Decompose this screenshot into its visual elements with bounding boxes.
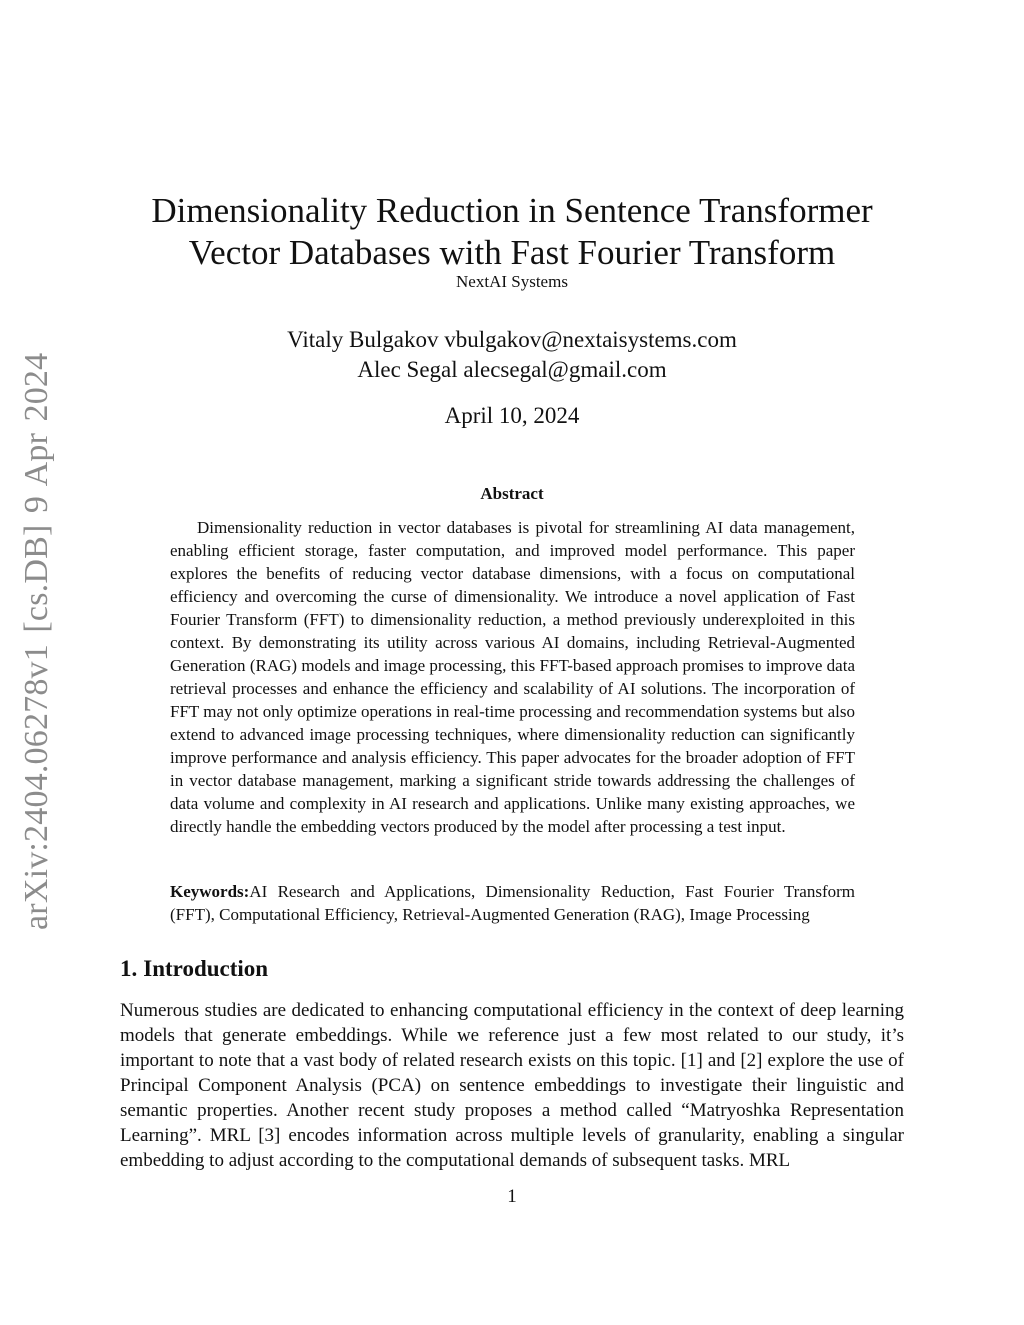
- author-affiliation: NextAI Systems: [456, 272, 568, 291]
- paper-title-line-2: Vector Databases with Fast Fourier Transform: [188, 233, 836, 272]
- author-1: Vitaly Bulgakov vbulgakov@nextaisystems.com: [287, 327, 737, 352]
- section-title: Introduction: [143, 956, 269, 981]
- introduction-text: Numerous studies are dedicated to enhancing computational efficiency in the context of deep learning models that generate embeddings. While we reference just a few most related to our study, it’s important to note that a vast body of related research exists on this topic. [1] and [2] explore the use of Principal Component Analysis (PCA) on sentence embeddings to investigate their linguistic and semantic properties. Another recent study proposes a method called “Matryoshka Representation Learning”. MRL [3] encodes information across multiple levels of granularity, enabling a singular embedding to adjust according to the computational demands of subsequent tasks. MRL: [120, 1000, 904, 1171]
- keywords-text: AI Research and Applications, Dimensionality Reduction, Fast Fourier Transform (FFT), Computational Efficiency, Retrieval-Augmented Generation (RAG), Image Processing: [170, 882, 855, 924]
- abstract-text: Dimensionality reduction in vector databases is pivotal for streamlining AI data management, enabling efficient storage, faster computation, and improved model performance. This paper explores the benefits of reducing vector database dimensions, with a focus on computational efficiency and overcoming the curse of dimensionality. We introduce a novel application of Fast Fourier Transform (FFT) to dimensionality reduction, a method previously underexploited in this context. By demonstrating its utility across various AI domains, including Retrieval-Augmented Generation (RAG) models and image processing, this FFT-based approach promises to improve data retrieval processes and enhance the efficiency and scalability of AI solutions. The incorporation of FFT may not only optimize operations in real-time processing and recommendation systems but also extend to advanced image processing techniques, where dimensionality reduction can significantly improve performance and analysis efficiency. This paper advocates for the broader adoption of FFT in vector database management, marking a significant stride towards addressing the challenges of data volume and complexity in AI research and applications. Unlike many existing approaches, we directly handle the embedding vectors produced by the model after processing a test input.: [170, 518, 855, 836]
- section-heading-introduction: [120, 956, 268, 982]
- abstract-heading: Abstract: [480, 484, 544, 503]
- author-list: [0, 325, 1024, 385]
- keywords-label: Keywords:: [170, 882, 250, 901]
- section-number: 1.: [120, 956, 138, 981]
- publication-date: April 10, 2024: [444, 403, 580, 428]
- page-number: 1: [507, 1186, 517, 1207]
- author-2: Alec Segal alecsegal@gmail.com: [357, 357, 667, 382]
- arxiv-identifier-stamp: arXiv:2404.06278v1 [cs.DB] 9 Apr 2024: [18, 352, 55, 930]
- paper-title: [0, 190, 1024, 274]
- keywords-paragraph: [170, 880, 855, 926]
- paper-title-line-1: Dimensionality Reduction in Sentence Transformer: [151, 191, 873, 230]
